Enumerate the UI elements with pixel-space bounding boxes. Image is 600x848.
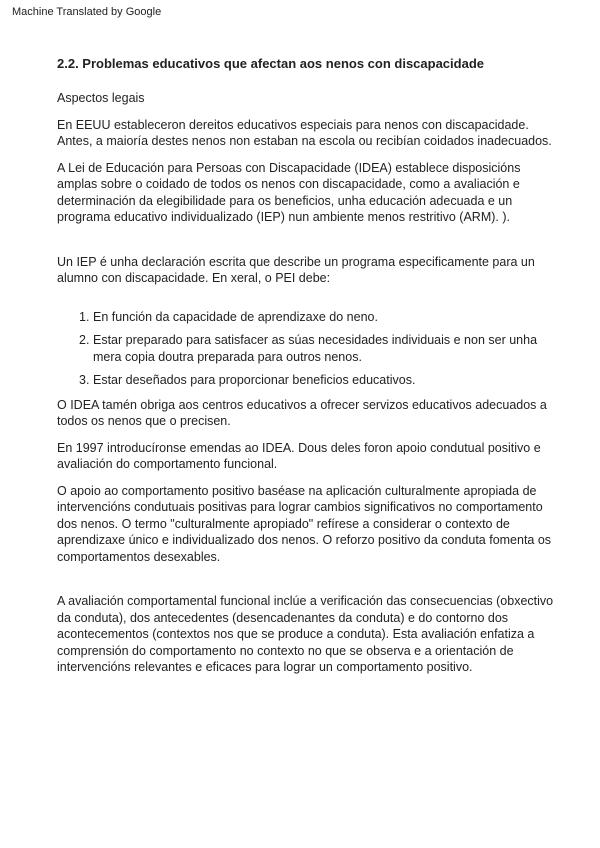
subheading: Aspectos legais bbox=[57, 91, 145, 105]
list-item bbox=[79, 372, 557, 389]
paragraph-4: O IDEA tamén obriga aos centros educativos a ofrecer servizos educativos adecuados a todos os nenos que o precisen. bbox=[57, 397, 547, 428]
list-item bbox=[79, 309, 557, 326]
paragraph-3: Un IEP é unha declaración escrita que describe un programa especificamente para un alumno con discapacidade. En xeral, o PEI debe: bbox=[57, 254, 535, 285]
list-number: 1. bbox=[79, 309, 90, 324]
paragraph-1: En EEUU estableceron dereitos educativos especiais para nenos con discapacidade. Antes, a maioría destes nenos non estaban na escola ou recibían coidados inadecuados. bbox=[57, 117, 552, 148]
paragraph-2: A Lei de Educación para Persoas con Discapacidade (IDEA) establece disposicións amplas sobre o coidado de todos os nenos con discapacidade, como a avaliación e determinación da elegibilidade para os beneficios, unha educación adecuada e un programa educativo individualizado (IEP) nun ambiente menos restritivo (ARM). ). bbox=[57, 160, 521, 224]
list-text: En función da capacidade de aprendizaxe do neno. bbox=[93, 309, 378, 324]
paragraph-6: O apoio ao comportamento positivo baséase na aplicación culturalmente apropiada de intervencións condutuais positivas para lograr cambios significativos no comportamento dos nenos. O termo "culturalmente apropiado" refírese a considerar o contexto de aprendizaxe único e individualizado dos nenos. O reforzo positivo da conduta fomenta os comportamentos desexables. bbox=[57, 483, 552, 564]
paragraph-7: A avaliación comportamental funcional inclúe a verificación das consecuencias (obxectivo da conduta), dos antecedentes (desencadenantes da conduta) e do contorno dos acontecementos (contextos nos que se produce a conduta). Esta avaliación enfatiza a comprensión do comportamento no contexto no que se observa e a orientación de intervencións relevantes e eficaces para lograr un comportamento positivo. bbox=[57, 594, 554, 674]
paragraph-5: En 1997 introducíronse emendas ao IDEA. Dous deles foron apoio condutual positivo e avaliación do comportamento funcional. bbox=[57, 440, 541, 471]
list-text: Estar deseñados para proporcionar beneficios educativos. bbox=[93, 373, 416, 387]
list-number: 2. bbox=[79, 333, 90, 347]
list-number: 3. bbox=[79, 373, 90, 387]
list-item bbox=[79, 332, 557, 365]
list-text: Estar preparado para satisfacer as súas necesidades individuais e non ser unha mera copia doutra preparada para outros nenos. bbox=[93, 333, 538, 364]
machine-translated-banner: Machine Translated by Google bbox=[12, 6, 162, 18]
document-body bbox=[57, 56, 557, 686]
section-title: 2.2. Problemas educativos que afectan aos nenos con discapacidade bbox=[57, 56, 484, 71]
iep-requirements-list bbox=[57, 309, 557, 389]
